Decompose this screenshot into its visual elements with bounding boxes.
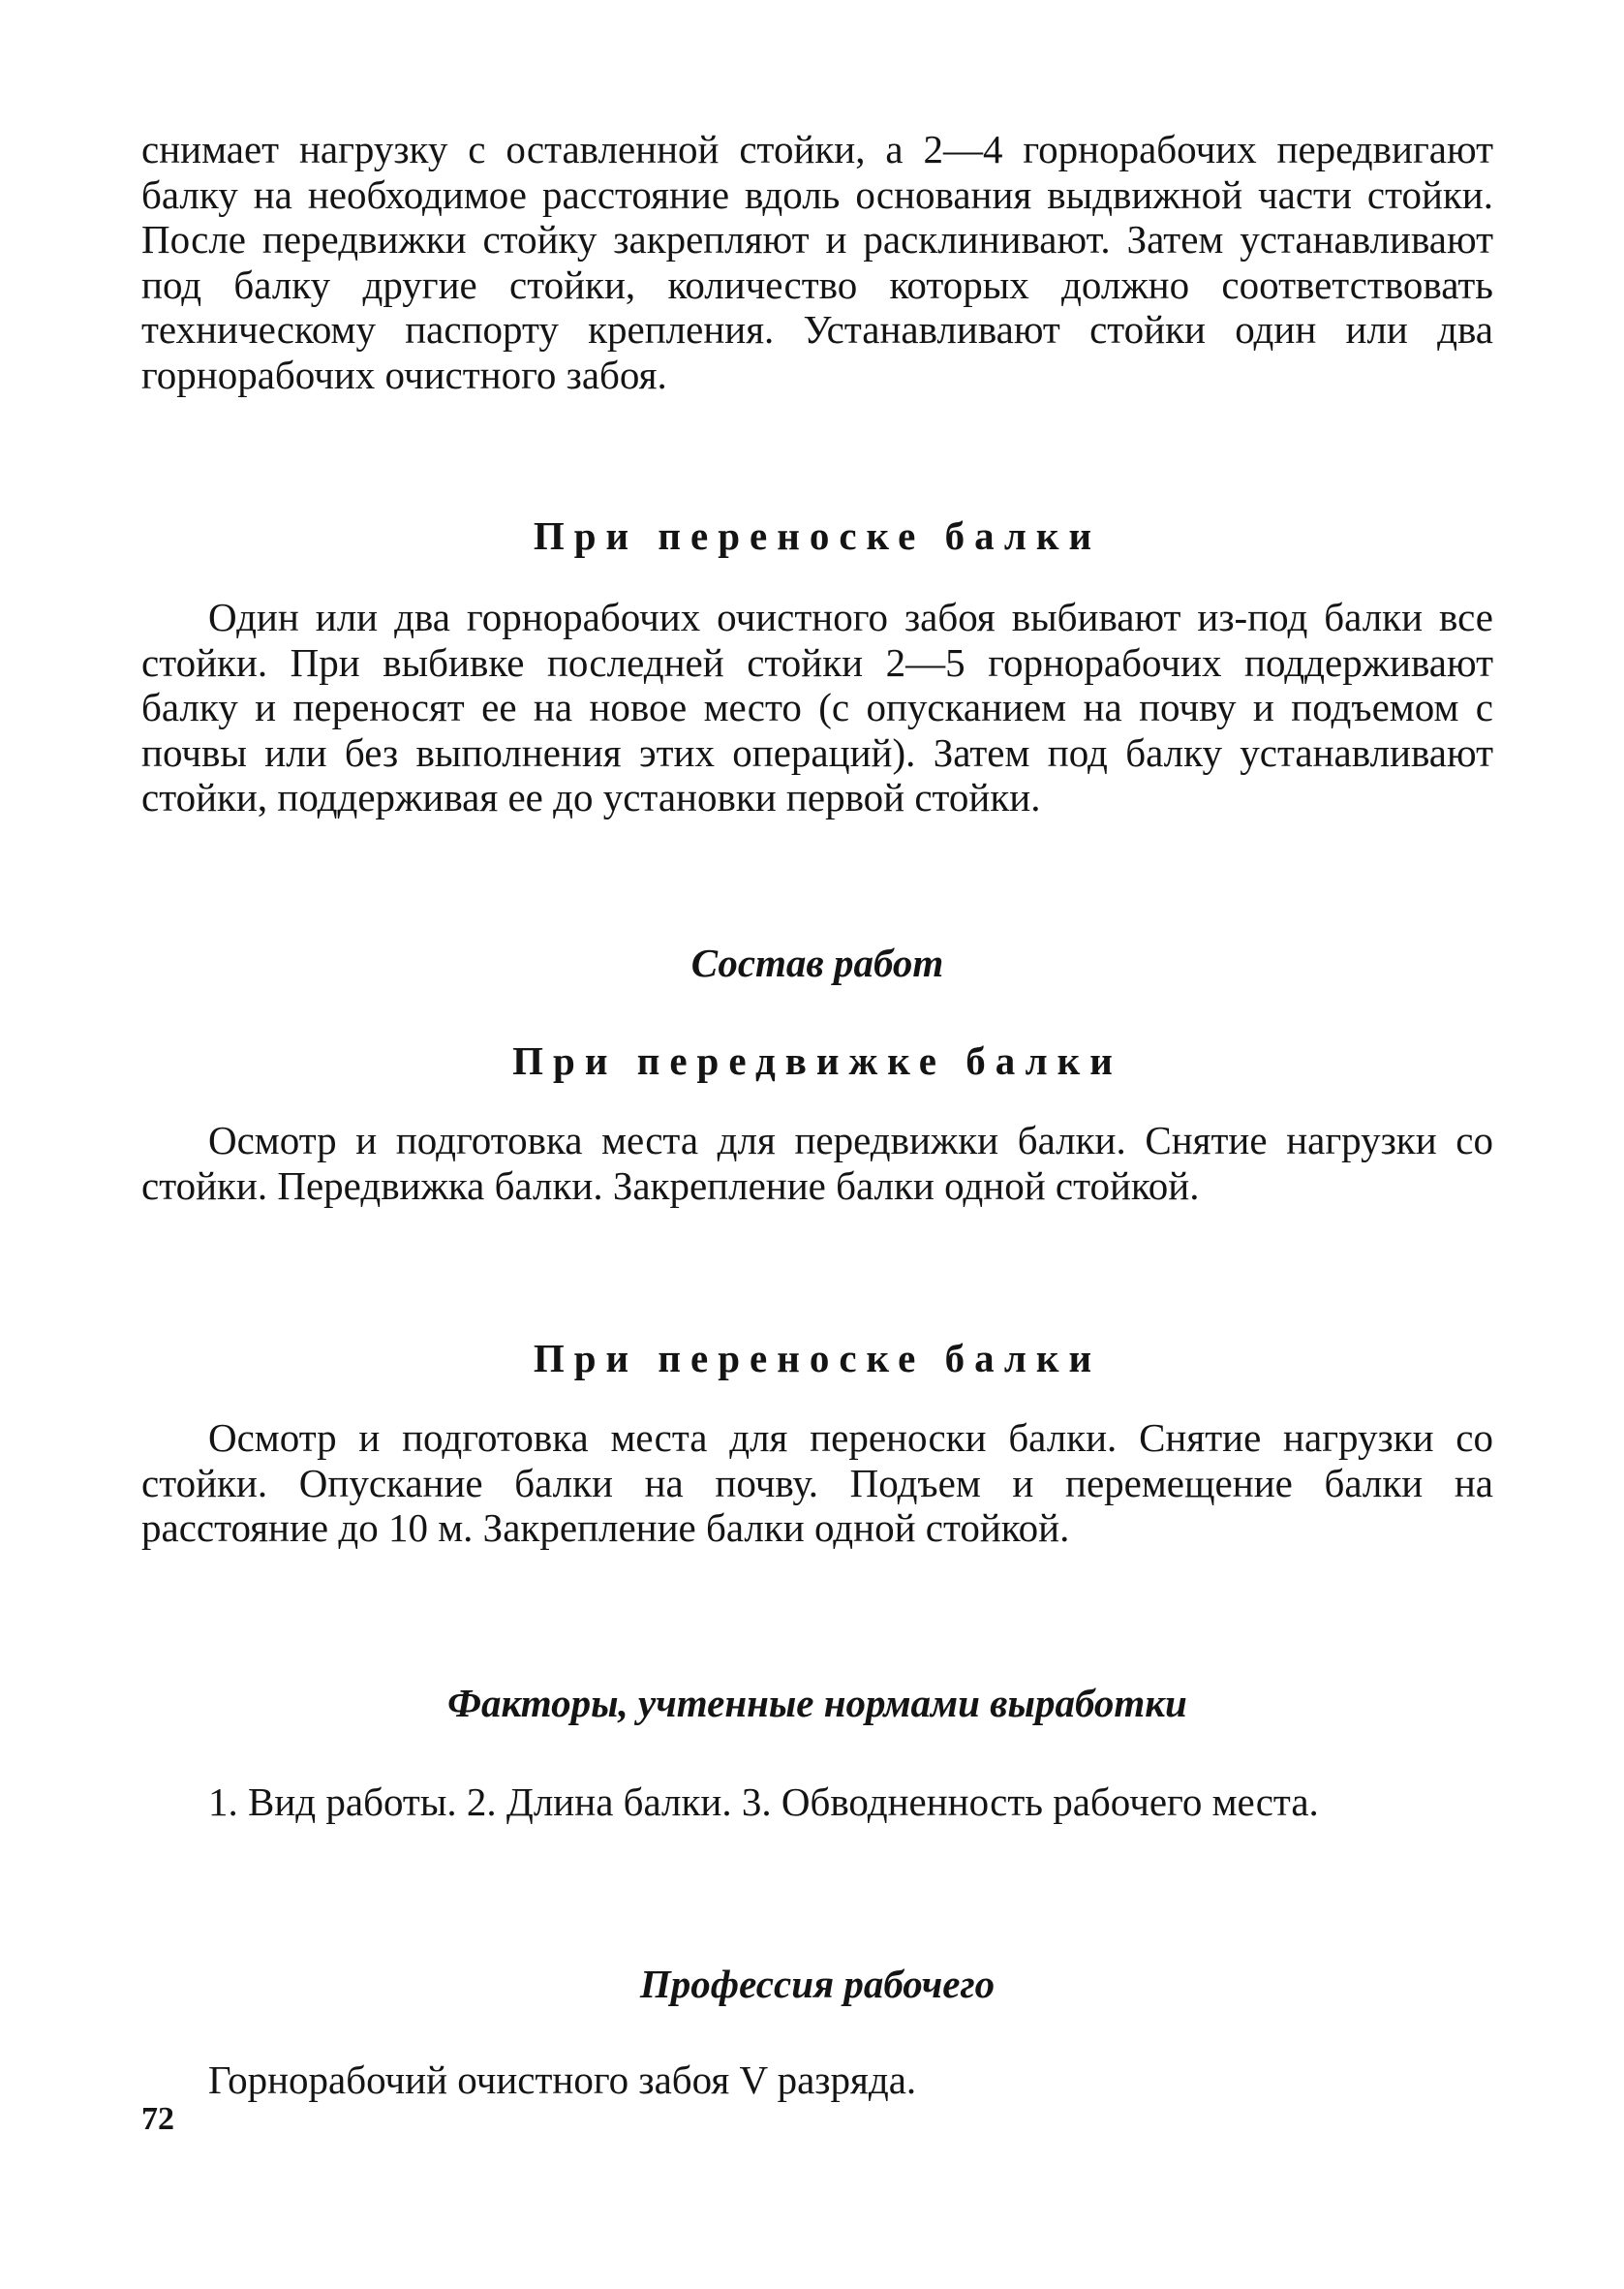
page-number: 72 bbox=[141, 2101, 174, 2137]
paragraph-beam-shift-continuation: снимает нагрузку с оставленной стойки, а 2—4 горнорабочих передвигают балку на необходимое расстояние вдоль основания выдвижной части стойки. После передвижки стойку закрепляют и расклинивают. Затем устанавливают под балку другие стойки, количество которых должно соответствовать техническому паспорту крепления. Устанавливают стойки один или два горнорабочих очистного забоя. bbox=[141, 127, 1493, 397]
paragraph-profession: Горнорабочий очистного забоя V разряда. bbox=[208, 2057, 917, 2102]
paragraph-beam-transfer: Один или два горнорабочих очистного забоя выбивают из-под балки все стойки. При выбивке последней стойки 2—5 горнорабочих поддерживают балку и переносят ее на новое место (с опусканием на почву и подъемом с почвы или без выполнения этих операций). Затем под балку устанавливают стойки, поддерживая ее до установки первой стойки. bbox=[141, 595, 1493, 820]
heading-work-composition: Состав работ bbox=[690, 941, 944, 985]
paragraph-factors-list: 1. Вид работы. 2. Длина балки. 3. Обводненность рабочего места. bbox=[208, 1779, 1319, 1824]
heading-profession: Профессия рабочего bbox=[639, 1962, 996, 2006]
heading-factors: Факторы, учтенные нормами выработки bbox=[447, 1681, 1187, 1725]
heading-beam-transfer-2: При переноске балки bbox=[533, 1336, 1102, 1380]
heading-beam-shift: При передвижке балки bbox=[512, 1038, 1122, 1083]
heading-beam-transfer-1: При переноске балки bbox=[533, 513, 1102, 558]
paragraph-transfer-composition: Осмотр и подготовка места для переноски балки. Снятие нагрузки со стойки. Опускание балки на почву. Подъем и перемещение балки на расстояние до 10 м. Закрепление балки одной стойкой. bbox=[141, 1415, 1493, 1550]
paragraph-shift-composition: Осмотр и подготовка места для передвижки балки. Снятие нагрузки со стойки. Передвижка балки. Закрепление балки одной стойкой. bbox=[141, 1118, 1493, 1208]
